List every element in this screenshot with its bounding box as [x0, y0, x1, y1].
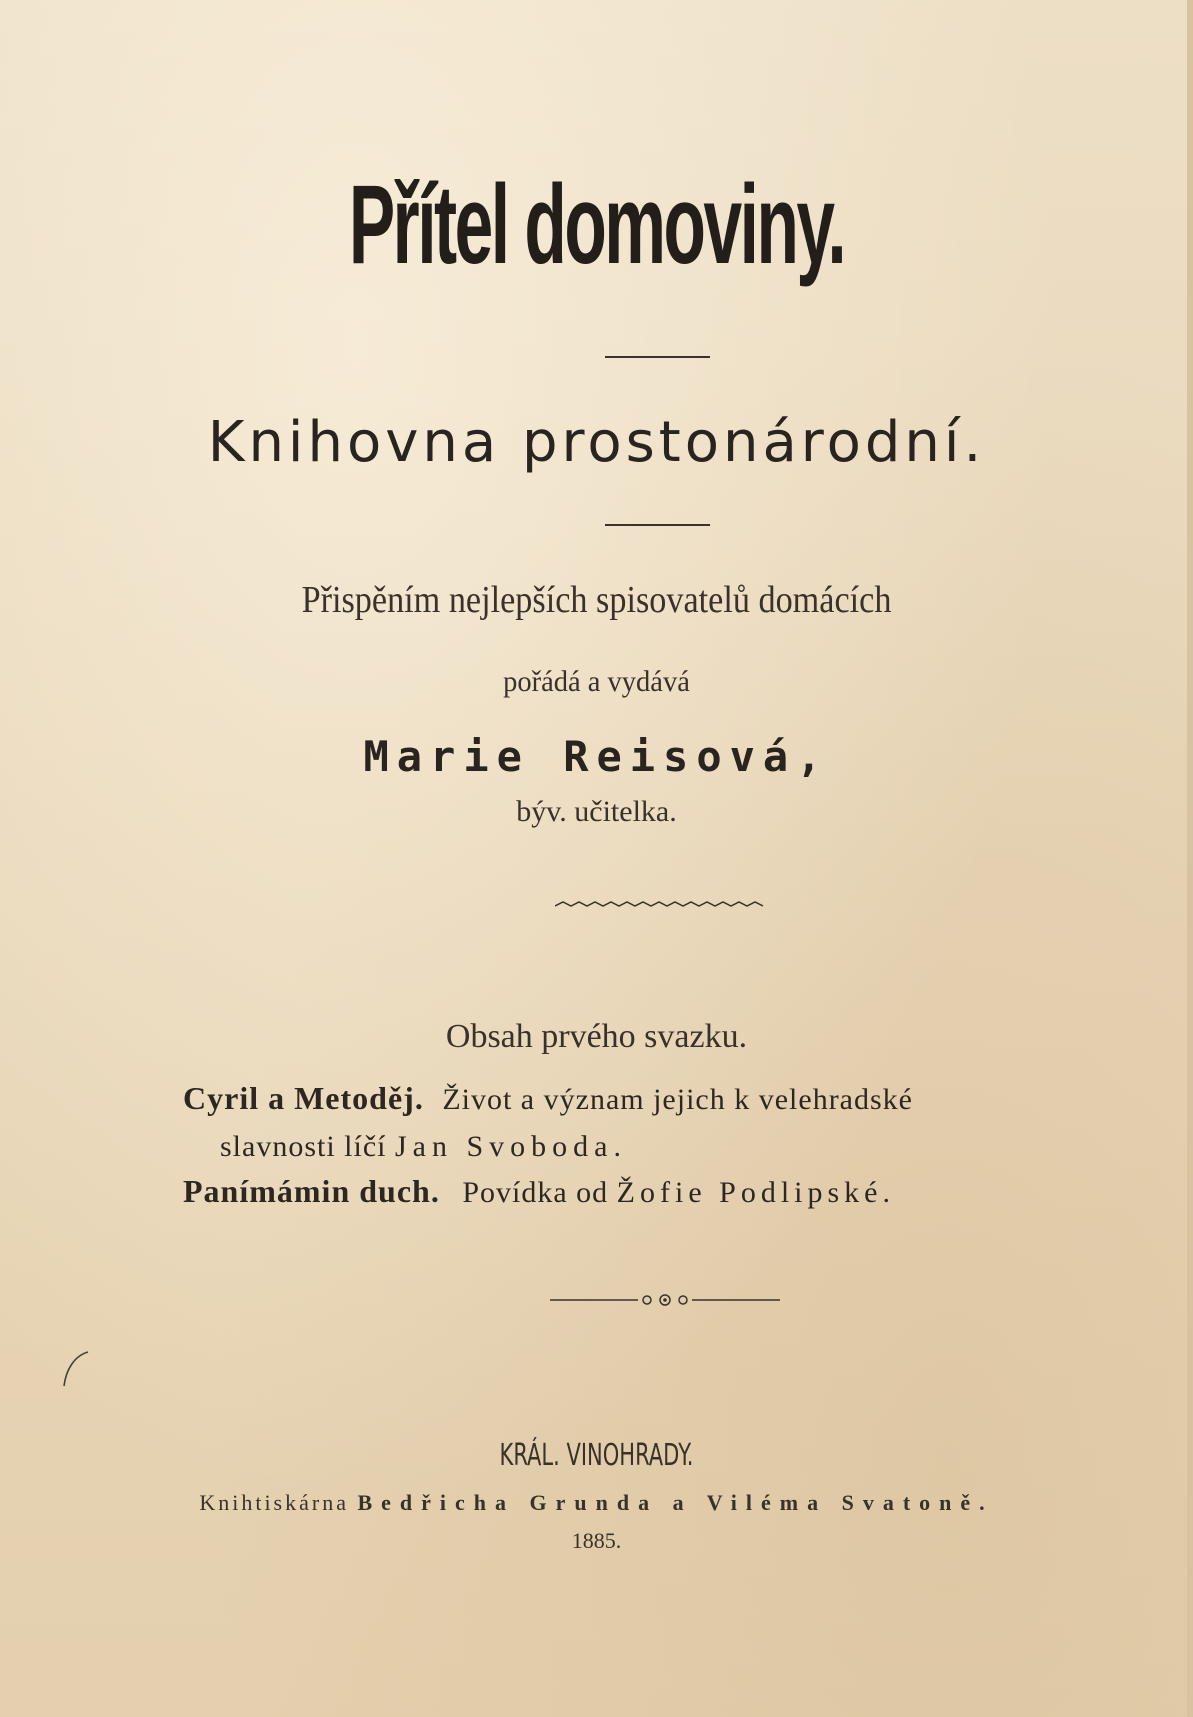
entry-author: Žofie Podlipské.: [616, 1176, 895, 1209]
divider-rule: [605, 356, 710, 358]
entry-title: Cyril a Metoděj.: [183, 1080, 424, 1116]
printer-prefix: Knihtiskárna: [199, 1490, 349, 1515]
contents-entry-continuation: [220, 1130, 627, 1164]
printer-name: Bedřicha Grunda a Viléma Svatoně.: [357, 1490, 994, 1515]
divider-rule: [605, 524, 710, 526]
editor-role: býv. učitelka.: [516, 795, 677, 828]
book-title: Přítel domoviny.: [348, 162, 845, 287]
series-subtitle: Knihovna prostonárodní.: [207, 410, 986, 475]
imprint-city: KRÁL. VINOHRADY.: [499, 1438, 694, 1473]
imprint-year: 1885.: [571, 1528, 622, 1553]
editor-name: Marie Reisová,: [363, 732, 830, 781]
entry-author: Jan Svoboda.: [395, 1130, 627, 1163]
entry-title: Panímámin duch.: [183, 1173, 440, 1209]
contents-heading: Obsah prvého svazku.: [445, 1018, 748, 1055]
rule-ornament-icon: [550, 1292, 780, 1308]
publisher-line: pořádá a vydává: [503, 665, 690, 698]
contents-entry: [183, 1080, 913, 1117]
imprint-printer: [0, 1490, 1193, 1516]
entry-text: Povídka od: [462, 1176, 609, 1209]
pencil-mark-icon: [62, 1348, 92, 1388]
entry-text: slavnosti líčí: [220, 1130, 387, 1163]
contributors-line: Přispěním nejlepších spisovatelů domácích: [301, 579, 892, 621]
entry-text: Život a význam jejich k velehradské: [442, 1083, 913, 1116]
contents-entry: [183, 1173, 895, 1210]
wavy-ornament-icon: [555, 900, 765, 912]
